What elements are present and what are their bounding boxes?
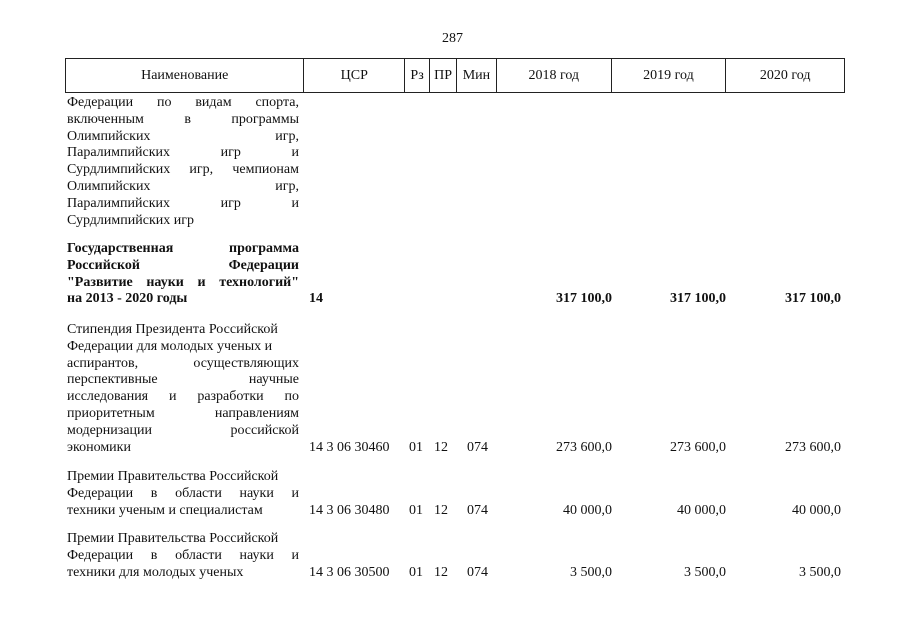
row-2019: 317 100,0 <box>670 291 726 307</box>
name-line: техники для молодых ученых <box>67 564 244 580</box>
name-line: "Развитие науки и технологий" <box>67 274 299 290</box>
header-pr: ПР <box>429 59 456 92</box>
header-csr: ЦСР <box>303 59 404 92</box>
row-name <box>67 531 299 581</box>
name-line: Государственная программа <box>67 241 299 256</box>
row-2020: 3 500,0 <box>799 564 841 580</box>
row-name <box>67 469 299 519</box>
name-line: техники ученым и специалистам <box>67 502 263 518</box>
name-line: Олимпийских игр, <box>67 178 299 194</box>
name-line: включенным в программы <box>67 111 299 127</box>
name-line: перспективные научные <box>67 372 299 388</box>
row-pr: 12 <box>434 439 448 455</box>
row-2018: 3 500,0 <box>570 564 612 580</box>
row-2018: 317 100,0 <box>556 291 612 307</box>
name-line: Сурдлимпийских игр <box>67 212 194 228</box>
header-rz: Рз <box>404 59 429 92</box>
row-2018: 273 600,0 <box>556 439 612 455</box>
name-line: приоритетным направлениям <box>67 405 299 421</box>
row-2020: 40 000,0 <box>792 502 841 518</box>
name-line: исследования и разработки по <box>67 389 299 405</box>
name-line: Сурдлимпийских игр, чемпионам <box>67 162 299 178</box>
row-csr: 14 3 06 30460 <box>309 439 390 455</box>
row-rz: 01 <box>409 564 423 580</box>
name-line: Федерации для молодых ученых и <box>67 338 273 354</box>
row-name <box>67 241 299 308</box>
header-2018: 2018 год <box>496 59 611 92</box>
row-2020: 273 600,0 <box>785 439 841 455</box>
row-min: 074 <box>467 502 488 518</box>
name-line: на 2013 - 2020 годы <box>67 291 188 307</box>
row-rz: 01 <box>409 502 423 518</box>
name-line: Российской Федерации <box>67 257 299 273</box>
row-name <box>67 95 299 229</box>
row-pr: 12 <box>434 564 448 580</box>
row-csr: 14 3 06 30500 <box>309 564 390 580</box>
header-2020: 2020 год <box>725 59 844 92</box>
name-line: аспирантов, осуществляющих <box>67 355 299 371</box>
row-csr: 14 <box>309 291 323 307</box>
header-min: Мин <box>456 59 496 92</box>
header-name: Наименование <box>141 67 229 83</box>
name-line: Стипендия Президента Российской <box>67 322 278 337</box>
row-2019: 273 600,0 <box>670 439 726 455</box>
row-name <box>67 322 299 456</box>
name-line: экономики <box>67 439 131 455</box>
name-line: Премии Правительства Российской <box>67 531 279 546</box>
header-2019: 2019 год <box>611 59 726 92</box>
row-2019: 40 000,0 <box>677 502 726 518</box>
page-number: 287 <box>442 31 463 46</box>
name-line: Федерации в области науки и <box>67 547 299 563</box>
name-line: Федерации в области науки и <box>67 485 299 501</box>
row-min: 074 <box>467 439 488 455</box>
row-2020: 317 100,0 <box>785 291 841 307</box>
name-line: Федерации по видам спорта, <box>67 95 299 110</box>
row-csr: 14 3 06 30480 <box>309 502 390 518</box>
row-min: 074 <box>467 564 488 580</box>
row-pr: 12 <box>434 502 448 518</box>
name-line: Паралимпийских игр и <box>67 195 299 211</box>
row-2019: 3 500,0 <box>684 564 726 580</box>
row-rz: 01 <box>409 439 423 455</box>
table-header <box>65 58 845 93</box>
name-line: Премии Правительства Российской <box>67 469 279 484</box>
name-line: Паралимпийских игр и <box>67 145 299 161</box>
name-line: Олимпийских игр, <box>67 128 299 144</box>
name-line: модернизации российской <box>67 422 299 438</box>
row-2018: 40 000,0 <box>563 502 612 518</box>
